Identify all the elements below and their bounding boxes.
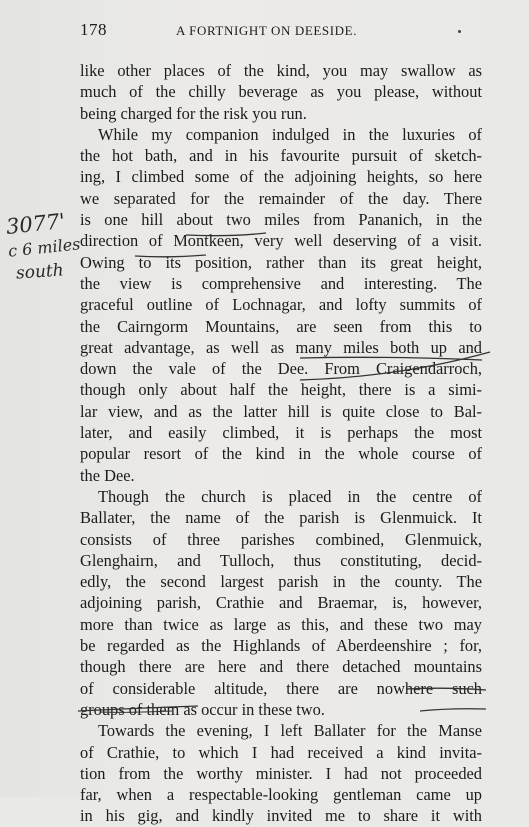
text-line: later, and easily climbed, it is perhaps the most: [80, 423, 482, 443]
text-line: consists of three parishes combined, Glenmuick,: [80, 529, 482, 549]
body-text: [80, 60, 482, 827]
ink-speck: [458, 30, 461, 33]
text-line: be regarded as the Highlands of Aberdeenshire ; for,: [80, 636, 482, 656]
text-line: of Crathie, to which I had received a kind invita-: [80, 742, 482, 762]
text-line: Glenghairn, and Tulloch, thus constituting, decid-: [80, 550, 482, 570]
text-line: graceful outline of Lochnagar, and lofty summits of: [80, 295, 482, 315]
text-line: in his gig, and kindly invited me to share it with: [80, 806, 482, 826]
text-line: more than twice as large as this, and these two may: [80, 614, 482, 634]
text-line: of considerable altitude, there are nowhere such: [80, 678, 482, 698]
text-line: lar view, and as the latter hill is quite close to Bal-: [80, 401, 482, 421]
running-head: A FORTNIGHT ON DEESIDE.: [176, 23, 358, 38]
text-line: Owing to its position, rather than its great height,: [80, 252, 482, 272]
text-line: Though the church is placed in the centre of: [98, 486, 482, 506]
text-line: down the vale of the Dee. From Craigendarroch,: [80, 359, 482, 379]
page-header: [80, 20, 480, 44]
text-line: far, when a respectable-looking gentleman came up: [80, 785, 482, 805]
text-line: the Dee.: [80, 465, 135, 485]
text-line: the view is comprehensive and interesting. The: [80, 273, 482, 293]
handwritten-margin-note: c 6 miles: [7, 234, 82, 261]
text-line: though only about half the height, there is a simi-: [80, 380, 482, 400]
text-line: we separated for the remainder of the day. There: [80, 188, 482, 208]
text-line: adjoining parish, Crathie and Braemar, is, however,: [80, 593, 482, 613]
handwritten-margin-note: 3077': [4, 208, 67, 240]
text-line: being charged for the risk you run.: [80, 103, 307, 123]
page-number: 178: [80, 20, 107, 39]
text-line: Towards the evening, I left Ballater for the Manse: [98, 721, 482, 741]
text-line: much of the chilly beverage as you please, without: [80, 82, 482, 102]
text-line: tion from the worthy minister. I had not proceeded: [80, 763, 482, 783]
text-line: is one hill about two miles from Pananich, in the: [80, 210, 482, 230]
text-line: the Cairngorm Mountains, are seen from this to: [80, 316, 482, 336]
text-line: groups of them as occur in these two.: [80, 699, 325, 719]
handwritten-margin-note: south: [15, 260, 65, 284]
text-line: though there are here and there detached mountains: [80, 657, 482, 677]
text-line: great advantage, as well as many miles both up and: [80, 337, 482, 357]
text-line: like other places of the kind, you may swallow as: [80, 61, 482, 80]
text-line: While my companion indulged in the luxuries of: [98, 124, 482, 144]
text-line: direction of Montkeen, very well deserving of a visit.: [80, 231, 482, 251]
text-line: edly, the second largest parish in the county. The: [80, 572, 482, 592]
text-line: popular resort of the kind in the whole course of: [80, 444, 482, 464]
text-line: the hot bath, and in his favourite pursuit of sketch-: [80, 146, 482, 166]
text-line: ing, I climbed some of the adjoining heights, so here: [80, 167, 482, 187]
text-line: Ballater, the name of the parish is Glenmuick. It: [80, 508, 482, 528]
